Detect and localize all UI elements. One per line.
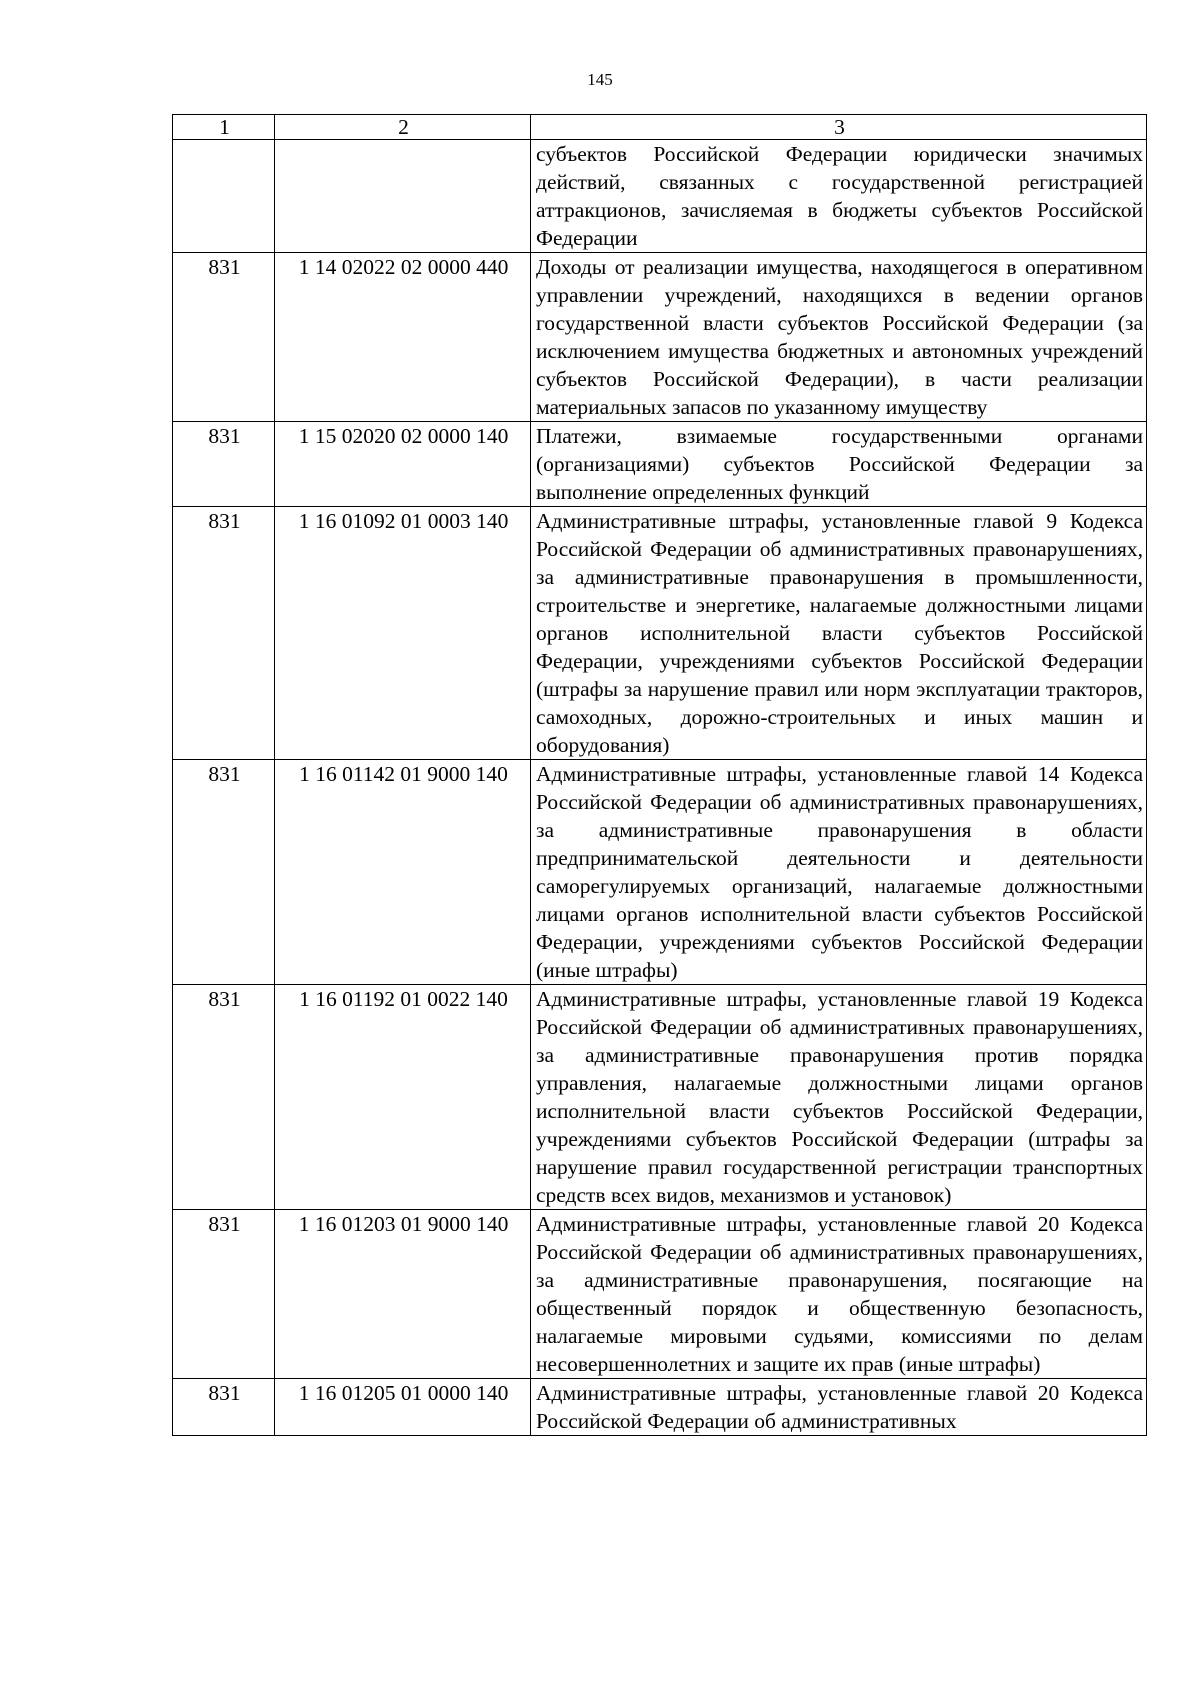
budget-code-cell: 1 15 02020 02 0000 140: [275, 422, 531, 507]
budget-code-cell: 1 16 01192 01 0022 140: [275, 985, 531, 1210]
column-header-1: 1: [173, 115, 275, 140]
column-header-3: 3: [531, 115, 1147, 140]
budget-code-cell: 1 16 01092 01 0003 140: [275, 507, 531, 760]
table-row: [173, 253, 1147, 422]
budget-code-cell: 1 14 02022 02 0000 440: [275, 253, 531, 422]
table-row: [173, 422, 1147, 507]
description-cell: Доходы от реализации имущества, находящегося в оперативном управлении учреждений, находящихся в ведении органов государственной власти субъектов Российской Федерации (за исключением имущества бюджетных и автономных учреждений субъектов Российской Федерации), в части реализации материальных запасов по указанному имуществу: [531, 253, 1147, 422]
table-header-row: [173, 115, 1147, 140]
description-cell: Административные штрафы, установленные главой 9 Кодекса Российской Федерации об административных правонарушениях, за административные правонарушения в промышленности, строительстве и энергетике, налагаемые должностными лицами органов исполнительной власти субъектов Российской Федерации, учреждениями субъектов Российской Федерации (штрафы за нарушение правил или норм эксплуатации тракторов, самоходных, дорожно-строительных и иных машин и оборудования): [531, 507, 1147, 760]
budget-code-cell: 1 16 01203 01 9000 140: [275, 1210, 531, 1379]
admin-code-cell: 831: [173, 1210, 275, 1379]
admin-code-cell: 831: [173, 760, 275, 985]
revenue-codes-table: [172, 114, 1147, 1436]
admin-code-cell: 831: [173, 422, 275, 507]
admin-code-cell: 831: [173, 253, 275, 422]
table-row: [173, 760, 1147, 985]
budget-code-cell: [275, 140, 531, 253]
table-row: [173, 140, 1147, 253]
admin-code-cell: 831: [173, 985, 275, 1210]
table-row: [173, 507, 1147, 760]
admin-code-cell: 831: [173, 1379, 275, 1436]
page-number: 145: [587, 70, 613, 89]
description-cell: Административные штрафы, установленные главой 20 Кодекса Российской Федерации об административных правонарушениях, за административные правонарушения, посягающие на общественный порядок и общественную безопасность, налагаемые мировыми судьями, комиссиями по делам несовершеннолетних и защите их прав (иные штрафы): [531, 1210, 1147, 1379]
admin-code-cell: 831: [173, 507, 275, 760]
budget-code-cell: 1 16 01142 01 9000 140: [275, 760, 531, 985]
table-row: [173, 985, 1147, 1210]
table-row: [173, 1379, 1147, 1436]
admin-code-cell: [173, 140, 275, 253]
description-cell: Административные штрафы, установленные главой 20 Кодекса Российской Федерации об административных: [531, 1379, 1147, 1436]
table-row: [173, 1210, 1147, 1379]
column-header-2: 2: [275, 115, 531, 140]
budget-code-cell: 1 16 01205 01 0000 140: [275, 1379, 531, 1436]
description-cell: Платежи, взимаемые государственными органами (организациями) субъектов Российской Федерации за выполнение определенных функций: [531, 422, 1147, 507]
description-cell: субъектов Российской Федерации юридически значимых действий, связанных с государственной регистрацией аттракционов, зачисляемая в бюджеты субъектов Российской Федерации: [531, 140, 1147, 253]
description-cell: Административные штрафы, установленные главой 14 Кодекса Российской Федерации об административных правонарушениях, за административные правонарушения в области предпринимательской деятельности и деятельности саморегулируемых организаций, налагаемые должностными лицами органов исполнительной власти субъектов Российской Федерации, учреждениями субъектов Российской Федерации (иные штрафы): [531, 760, 1147, 985]
description-cell: Административные штрафы, установленные главой 19 Кодекса Российской Федерации об административных правонарушениях, за административные правонарушения против порядка управления, налагаемые должностными лицами органов исполнительной власти субъектов Российской Федерации, учреждениями субъектов Российской Федерации (штрафы за нарушение правил государственной регистрации транспортных средств всех видов, механизмов и установок): [531, 985, 1147, 1210]
